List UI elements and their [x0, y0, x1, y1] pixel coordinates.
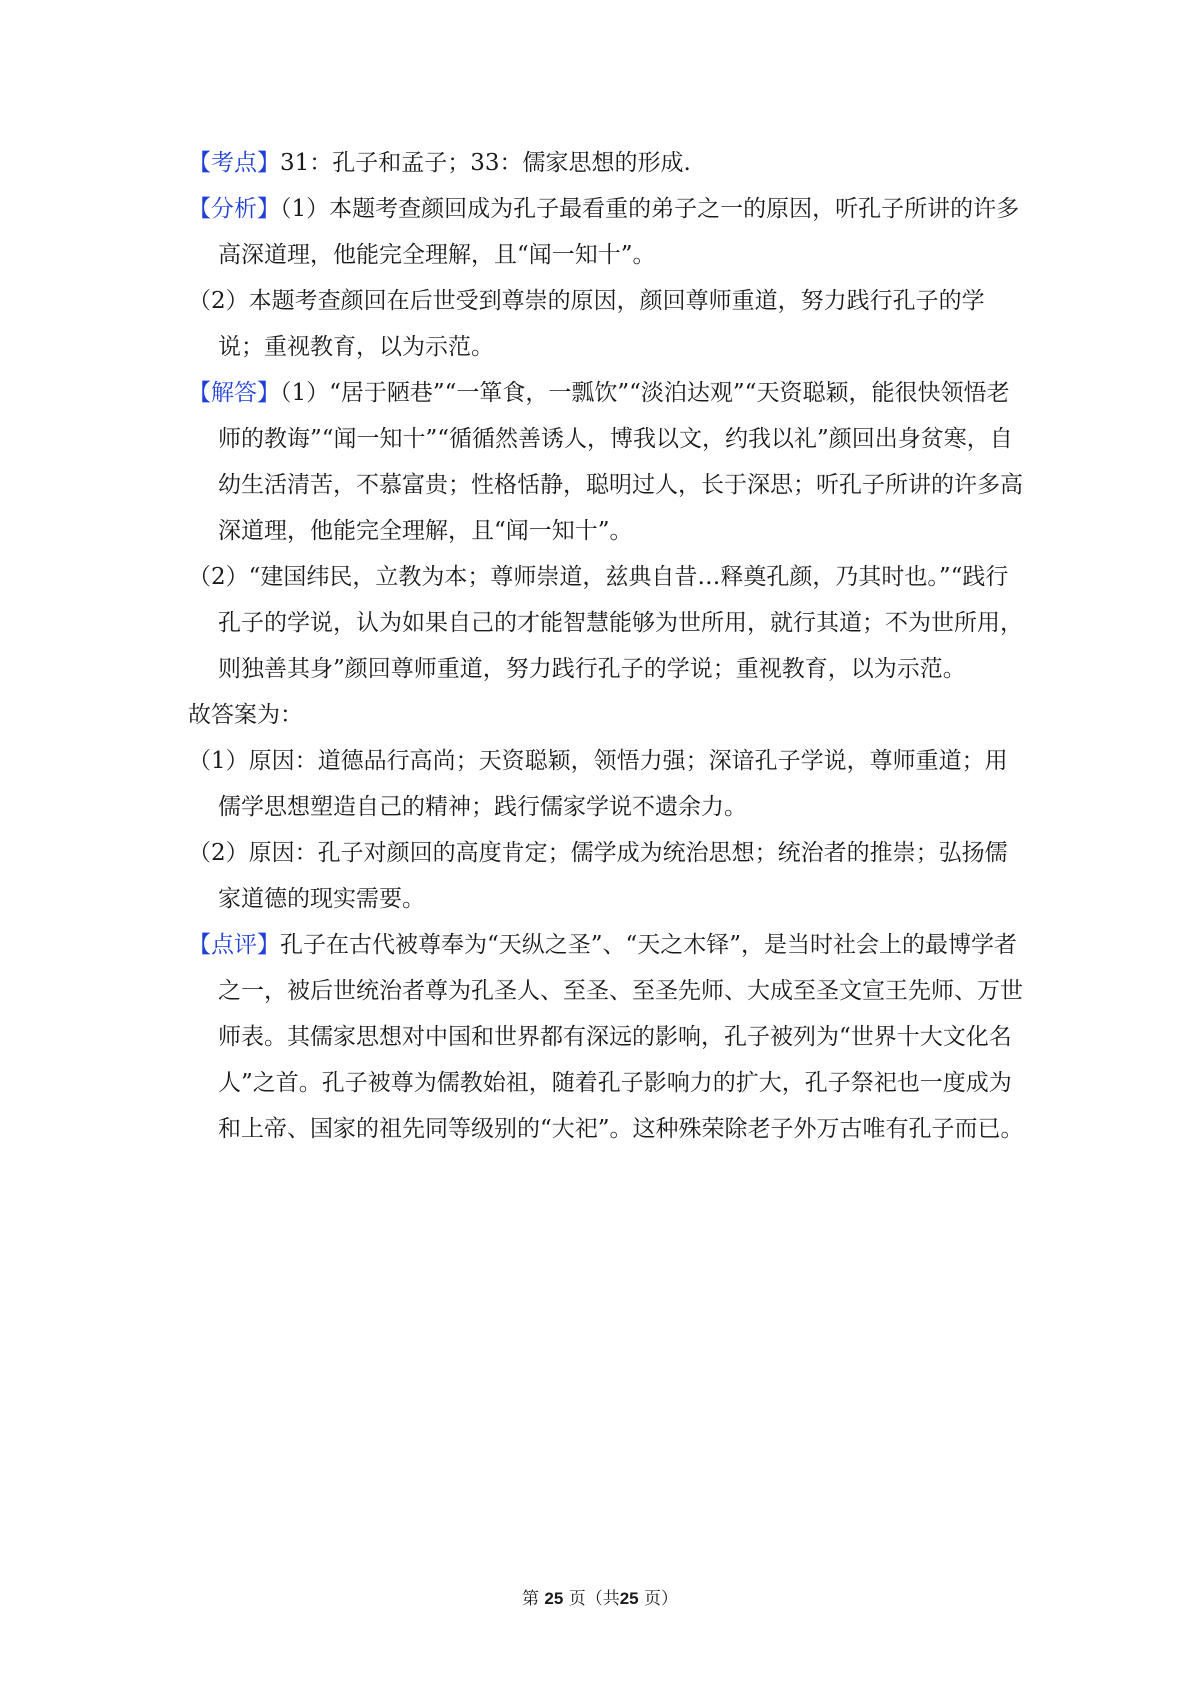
fenxi-text-2: （2）本题考查颜回在后世受到尊崇的原因，颜回尊师重道，努力践行孔子的学说；重视教育，以为示范。 — [188, 288, 985, 360]
kaodian-tag: 【考点】 — [188, 150, 280, 176]
answer-lead: 故答案为： — [188, 702, 303, 728]
footer-pre: 第 — [521, 1589, 539, 1609]
jieda-text-2: （2）“建国纬民，立教为本；尊师崇道，兹典自昔…释奠孔颜，乃其时也。”“践行孔子的学说，认为如果自己的才能智慧能够为世所用，就行其道；不为世所用，则独善其身”颜回尊师重道，努力践行孔子的学说；重视教育，以为示范。 — [188, 564, 1023, 682]
footer-total-pages: 25 — [619, 1589, 639, 1608]
kaodian-paragraph — [188, 140, 1028, 186]
fenxi-paragraph-1 — [188, 186, 1028, 278]
page-footer — [0, 1584, 1200, 1609]
fenxi-paragraph-2 — [188, 278, 1028, 370]
fenxi-text-1: （1）本题考查颜回成为孔子最看重的弟子之一的原因，听孔子所讲的许多高深道理，他能完全理解，且“闻一知十”。 — [218, 196, 1020, 268]
kaodian-text: 31：孔子和孟子；33：儒家思想的形成. — [280, 150, 691, 176]
jieda-paragraph-2 — [188, 554, 1028, 692]
footer-page-number: 25 — [544, 1589, 564, 1608]
answer-paragraph-2 — [188, 830, 1028, 922]
dianping-paragraph — [188, 922, 1028, 1152]
answer-paragraph-1 — [188, 738, 1028, 830]
jieda-text-1: （1）“居于陋巷”“一箪食，一瓢饮”“淡泊达观”“天资聪颖，能很快领悟老师的教诲”“闻一知十”“循循然善诱人，博我以文，约我以礼”颜回出身贫寒，自幼生活清苦，不慕富贵；性格恬静，聪明过人，长于深思；听孔子所讲的许多高深道理，他能完全理解，且“闻一知十”。 — [218, 380, 1023, 544]
dianping-tag: 【点评】 — [188, 932, 280, 958]
document-body — [188, 140, 1028, 1152]
answer-text-1: （1）原因：道德品行高尚；天资聪颖，领悟力强；深谙孔子学说，尊师重道；用儒学思想塑造自己的精神；践行儒家学说不遗余力。 — [188, 748, 1008, 820]
dianping-text: 孔子在古代被尊奉为“天纵之圣”、“天之木铎”，是当时社会上的最博学者之一，被后世统治者尊为孔圣人、至圣、至圣先师、大成至圣文宣王先师、万世师表。其儒家思想对中国和世界都有深远的影响，孔子被列为“世界十大文化名人”之首。孔子被尊为儒教始祖，随着孔子影响力的扩大，孔子祭祀也一度成为和上帝、国家的祖先同等级别的“大祀”。这种殊荣除老子外万古唯有孔子而已。 — [218, 932, 1024, 1142]
jieda-paragraph-1 — [188, 370, 1028, 554]
footer-post: 页） — [644, 1589, 679, 1609]
footer-mid: 页（共 — [568, 1589, 620, 1609]
answer-text-2: （2）原因：孔子对颜回的高度肯定；儒学成为统治思想；统治者的推崇；弘扬儒家道德的现实需要。 — [188, 840, 1008, 912]
fenxi-tag: 【分析】 — [188, 196, 280, 222]
jieda-tag: 【解答】 — [188, 380, 280, 406]
